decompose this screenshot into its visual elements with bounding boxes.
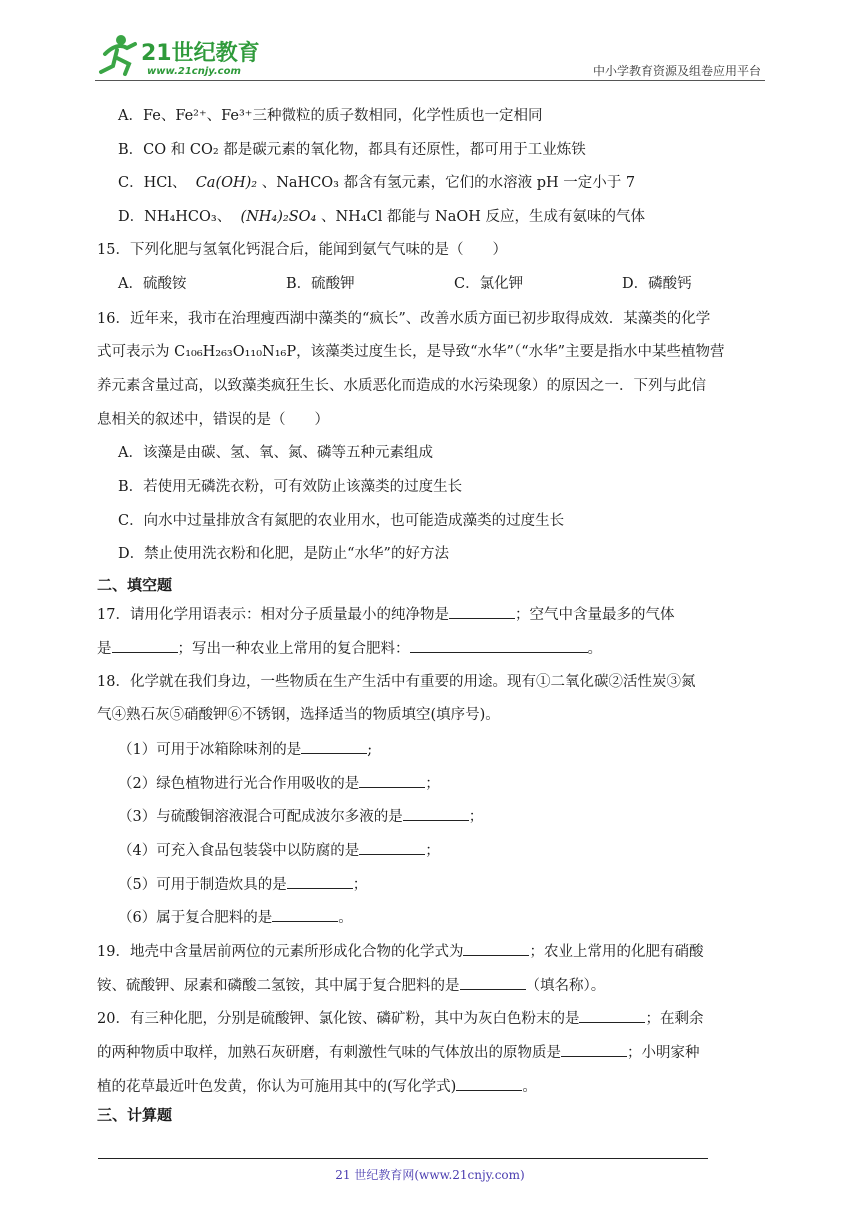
q16-option-a: A．该藻是由碳、氢、氧、氮、磷等五种元素组成 bbox=[118, 445, 433, 461]
answer-blank[interactable] bbox=[579, 1008, 645, 1023]
footer-divider bbox=[98, 1158, 708, 1159]
q18-sub-3: （3）与硫酸铜溶液混合可配成波尔多液的是 ； bbox=[118, 806, 483, 827]
answer-blank[interactable] bbox=[456, 1076, 522, 1091]
answer-blank[interactable] bbox=[449, 604, 515, 619]
q15-option-d: D．磷酸钙 bbox=[622, 276, 692, 292]
q18-sub-6: （6）属于复合肥料的是 。 bbox=[118, 907, 353, 928]
q20-line-3: 植的花草最近叶色发黄，你认为可施用其中的(写化学式) 。 bbox=[97, 1076, 537, 1097]
q15-option-b: B．硫酸钾 bbox=[286, 276, 355, 292]
q16-line-2: 式可表示为 C₁₀₆H₂₆₃O₁₁₀N₁₆P，该藻类过度生长，是导致“水华”（“水华”主要是指水中某些植物营 bbox=[97, 344, 725, 360]
answer-blank[interactable] bbox=[359, 840, 425, 855]
q18-sub-2: （2）绿色植物进行光合作用吸收的是 ； bbox=[118, 773, 440, 794]
formula-nh42so4: (NH₄)₂SO₄ bbox=[240, 209, 317, 225]
q16-option-c: C．向水中过量排放含有氮肥的农业用水，也可能造成藻类的过度生长 bbox=[118, 513, 565, 529]
answer-blank[interactable] bbox=[112, 638, 178, 653]
q17-line-1: 17．请用化学用语表示：相对分子质量最小的纯净物是 ；空气中含量最多的气体 bbox=[97, 604, 674, 625]
q16-line-1: 16．近年来，我市在治理瘦西湖中藻类的“疯长”、改善水质方面已初步取得成效．某藻类的化学 bbox=[97, 311, 711, 327]
q14-option-b: B．CO 和 CO₂ 都是碳元素的氧化物，都具有还原性，都可用于工业炼铁 bbox=[118, 142, 586, 158]
q16-option-d: D．禁止使用洗衣粉和化肥，是防止“水华”的好方法 bbox=[118, 546, 449, 562]
q17-line-2: 是 ；写出一种农业上常用的复合肥料： 。 bbox=[97, 638, 602, 659]
logo-url: www.21cnjy.com bbox=[147, 66, 241, 77]
footer-text[interactable]: 21 世纪教育网(www.21cnjy.com) bbox=[335, 1168, 525, 1182]
answer-blank[interactable] bbox=[403, 806, 469, 821]
header-divider bbox=[95, 80, 765, 81]
answer-blank[interactable] bbox=[272, 907, 338, 922]
answer-blank[interactable] bbox=[460, 975, 526, 990]
answer-blank[interactable] bbox=[287, 874, 353, 889]
q19-line-2: 铵、硫酸钾、尿素和磷酸二氢铵，其中属于复合肥料的是 （填名称）。 bbox=[97, 975, 605, 996]
q18-sub-4: （4）可充入食品包装袋中以防腐的是 ； bbox=[118, 840, 440, 861]
q16-line-4: 息相关的叙述中，错误的是（ ） bbox=[97, 412, 329, 428]
q20-line-2: 的两种物质中取样，加熟石灰研磨，有刺激性气味的气体放出的原物质是 ；小明家种 bbox=[97, 1042, 700, 1063]
q18-sub-1: （1）可用于冰箱除味剂的是 ; bbox=[118, 739, 372, 760]
q19-line-1: 19．地壳中含量居前两位的元素所形成化合物的化学式为 ；农业上常用的化肥有硝酸 bbox=[97, 941, 703, 962]
q18-line-2: 气④熟石灰⑤硝酸钾⑥不锈钢，选择适当的物质填空(填序号)。 bbox=[97, 707, 500, 723]
q14-option-a: A．Fe、Fe²⁺、Fe³⁺三种微粒的质子数相同，化学性质也一定相同 bbox=[118, 108, 543, 124]
q20-line-1: 20．有三种化肥，分别是硫酸钾、氯化铵、磷矿粉，其中为灰白色粉末的是 ；在剩余 bbox=[97, 1008, 703, 1029]
answer-blank[interactable] bbox=[359, 773, 425, 788]
q14-option-d: D．NH₄HCO₃、 (NH₄)₂SO₄ 、NH₄Cl 都能与 NaOH 反应，生成有氨味的气体 bbox=[118, 209, 646, 225]
q15-option-a: A．硫酸铵 bbox=[118, 276, 187, 292]
q16-option-b: B．若使用无磷洗衣粉，可有效防止该藻类的过度生长 bbox=[118, 479, 463, 495]
q15-stem: 15．下列化肥与氢氧化钙混合后，能闻到氨气气味的是（ ） bbox=[97, 242, 507, 258]
logo-text: 21世纪教育 bbox=[141, 41, 260, 66]
platform-label: 中小学教育资源及组卷应用平台 bbox=[592, 64, 761, 78]
section-calculation: 三、计算题 bbox=[97, 1106, 173, 1124]
answer-blank[interactable] bbox=[410, 638, 588, 653]
answer-blank[interactable] bbox=[561, 1042, 627, 1057]
page-header bbox=[95, 32, 765, 82]
logo-21cnjy bbox=[95, 32, 265, 78]
answer-blank[interactable] bbox=[463, 941, 529, 956]
q18-line-1: 18．化学就在我们身边，一些物质在生产生活中有重要的用途。现有①二氧化碳②活性炭③氮 bbox=[97, 674, 696, 690]
answer-blank[interactable] bbox=[301, 739, 367, 754]
q18-sub-5: （5）可用于制造炊具的是 ； bbox=[118, 874, 367, 895]
q14-option-c: C．HCl、 Ca(OH)₂ 、NaHCO₃ 都含有氢元素，它们的水溶液 pH 一定小于 7 bbox=[118, 175, 636, 191]
formula-caoh2: Ca(OH)₂ bbox=[195, 175, 258, 191]
q16-line-3: 养元素含量过高，以致藻类疯狂生长、水质恶化而造成的水污染现象）的原因之一．下列与此信 bbox=[97, 378, 706, 394]
q15-option-c: C．氯化钾 bbox=[454, 276, 524, 292]
section-fill-in: 二、填空题 bbox=[97, 576, 173, 594]
